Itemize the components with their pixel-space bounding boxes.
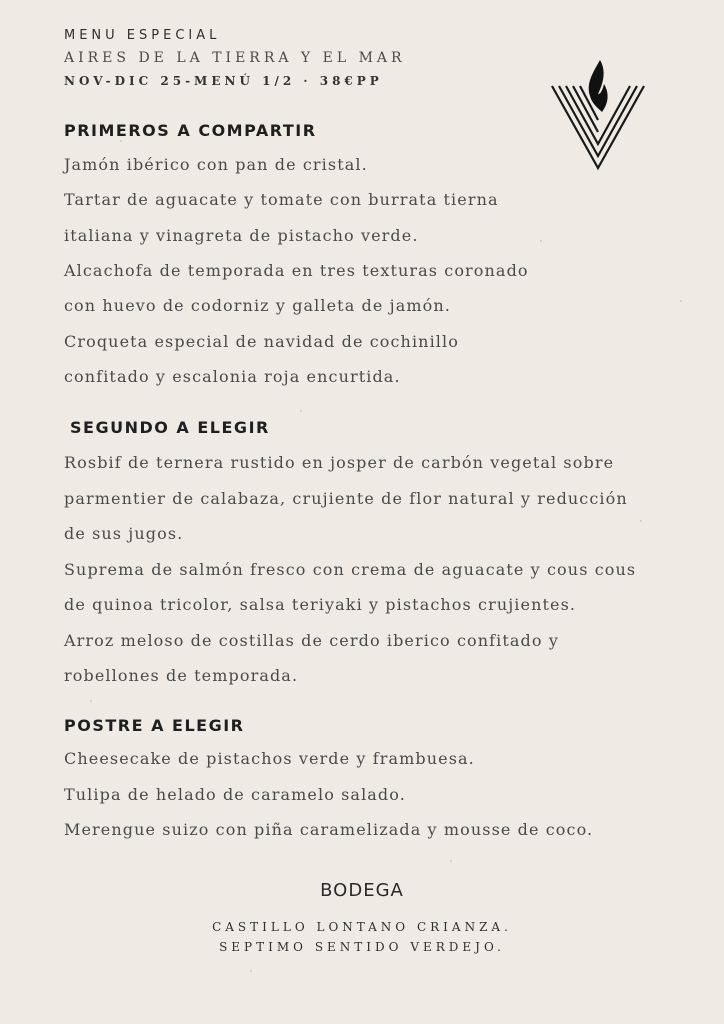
menu-item-line: Tulipa de helado de caramelo salado. <box>64 785 406 804</box>
menu-item-line: de sus jugos. <box>64 524 184 543</box>
menu-item-line: Arroz meloso de costillas de cerdo iberico confitado y <box>64 631 559 650</box>
section-title-segundo: SEGUNDO A ELEGIR <box>70 418 270 437</box>
wine-item: CASTILLO LONTANO CRIANZA. <box>212 920 512 934</box>
menu-date-price: NOV-DIC 25-MENÚ 1/2 · 38€PP <box>64 74 383 88</box>
paper-speck <box>680 300 682 302</box>
paper-speck <box>300 410 302 412</box>
section-title-primeros: PRIMEROS A COMPARTIR <box>64 121 317 140</box>
wine-item: SEPTIMO SENTIDO VERDEJO. <box>219 940 505 954</box>
menu-item-line: Croqueta especial de navidad de cochinillo <box>64 332 459 351</box>
menu-item-line: Rosbif de ternera rustido en josper de carbón vegetal sobre <box>64 453 615 472</box>
paper-speck <box>450 860 452 862</box>
bodega-title: BODEGA <box>320 880 404 901</box>
menu-item-line: Cheesecake de pistachos verde y frambuesa. <box>64 749 475 768</box>
menu-header-subtitle: AIRES DE LA TIERRA Y EL MAR <box>64 50 406 66</box>
menu-item-line: Jamón ibérico con pan de cristal. <box>64 155 368 174</box>
menu-item-line: confitado y escalonia roja encurtida. <box>64 367 401 386</box>
menu-item-line: robellones de temporada. <box>64 666 299 685</box>
paper-speck <box>640 520 642 522</box>
menu-item-line: italiana y vinagreta de pistacho verde. <box>64 226 419 245</box>
menu-item-line: Suprema de salmón fresco con crema de aguacate y cous cous <box>64 560 637 579</box>
paper-speck <box>250 970 252 972</box>
paper-speck <box>540 240 542 242</box>
paper-speck <box>120 140 122 142</box>
section-title-postre: POSTRE A ELEGIR <box>64 716 245 735</box>
menu-item-line: de quinoa tricolor, salsa teriyaki y pistachos crujientes. <box>64 595 577 614</box>
paper-speck <box>90 700 92 702</box>
menu-item-line: Tartar de aguacate y tomate con burrata tierna <box>64 190 499 209</box>
menu-item-line: parmentier de calabaza, crujiente de flor natural y reducción <box>64 489 628 508</box>
menu-item-line: Alcachofa de temporada en tres texturas coronado <box>64 261 529 280</box>
menu-item-line: con huevo de codorniz y galleta de jamón. <box>64 296 451 315</box>
menu-item-line: Merengue suizo con piña caramelizada y mousse de coco. <box>64 820 594 839</box>
menu-header-title: MENU ESPECIAL <box>64 28 221 43</box>
v-flame-logo-icon <box>546 56 650 172</box>
